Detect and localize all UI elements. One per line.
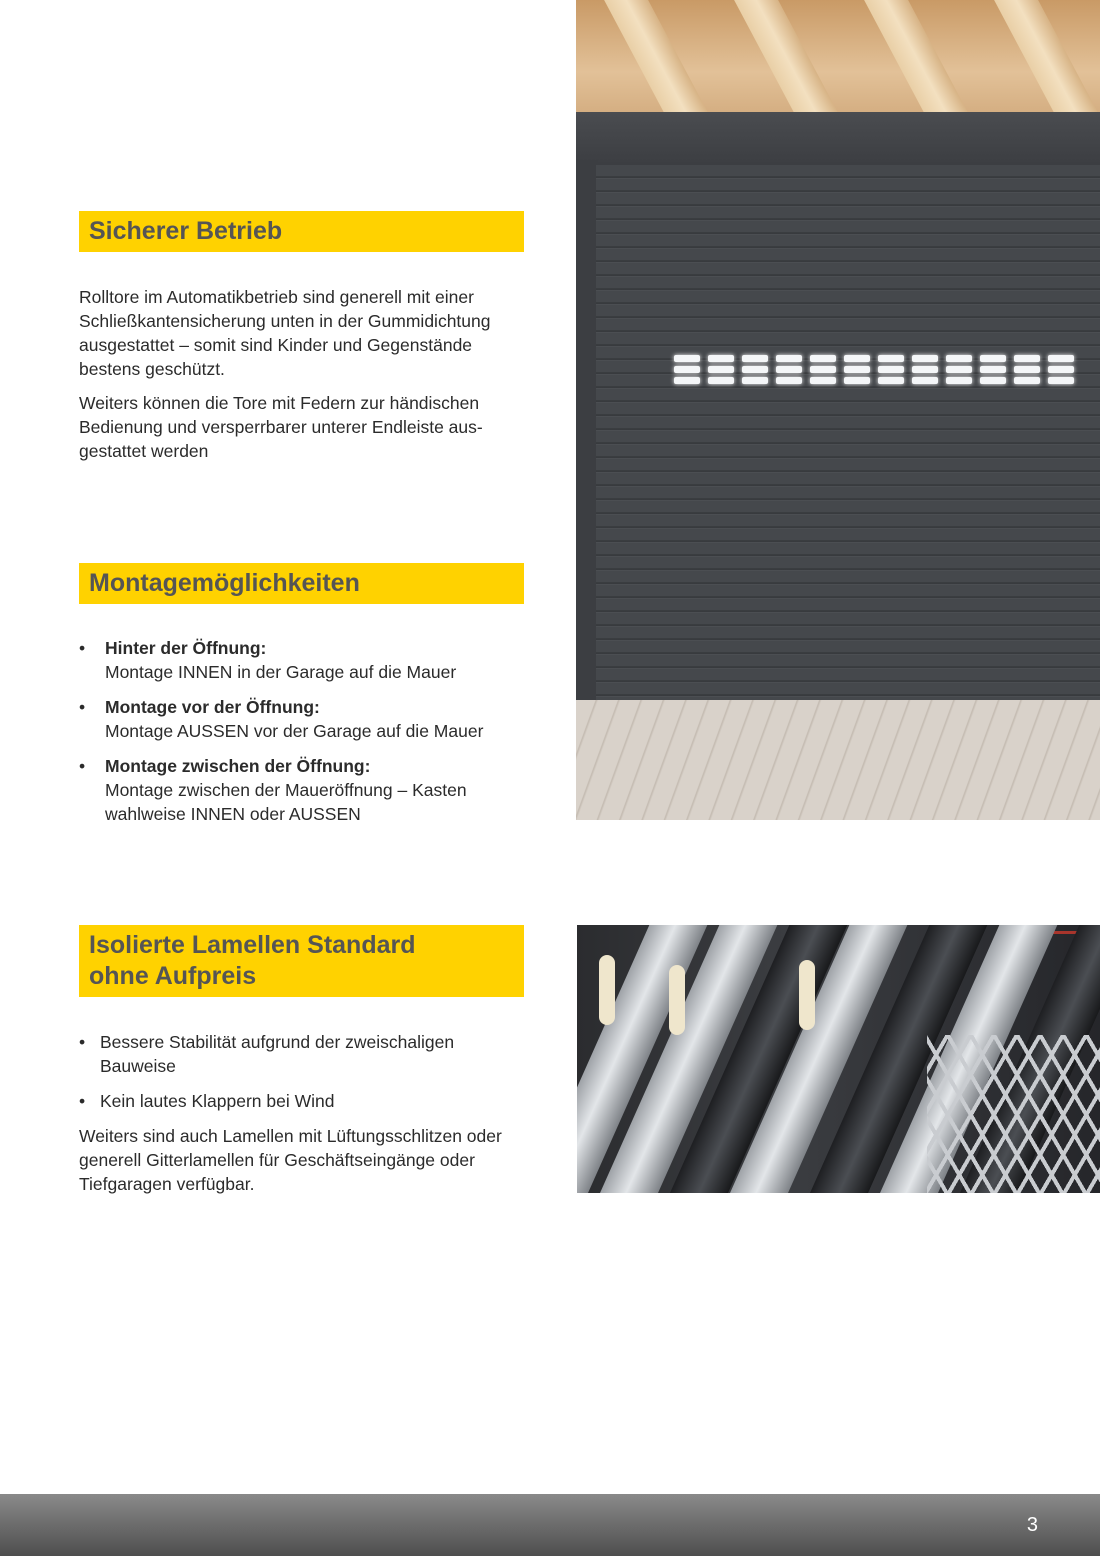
section-2-list: [79, 636, 524, 837]
list-item-title: • Hinter der Öffnung:: [105, 638, 267, 658]
list-item-text: Montage zwischen der Maueröffnung – Kasten wahlweise INNEN oder AUSSEN: [105, 780, 467, 824]
roller-door: [596, 165, 1100, 725]
grille-slat: [927, 1035, 1100, 1193]
paved-floor: [576, 700, 1100, 820]
list-item-title: • Montage vor der Öffnung:: [105, 697, 320, 717]
section-1-text: [79, 285, 524, 473]
door-lintel: [576, 112, 1100, 172]
list-item: • Bessere Stabilität aufgrund der zweischaligen Bauweise: [79, 1030, 524, 1078]
list-item: [79, 636, 524, 684]
page-number: 3: [1026, 1514, 1038, 1536]
wooden-ceiling: [576, 0, 1100, 120]
heading-line: ohne Aufpreis: [89, 962, 257, 990]
section-3-text: [79, 1030, 524, 1196]
paragraph: Rolltore im Automatikbetrieb sind generell mit einer Schließkantensicherung unten in der Gummidichtung ausgestattet – somit sind Kinder und Gegenstände bestens geschützt.: [79, 287, 491, 379]
list-item-title: • Montage zwischen der Öffnung:: [105, 756, 371, 776]
list-item: • Kein lautes Klappern bei Wind: [79, 1089, 524, 1113]
heading-isolierte-lamellen: [79, 925, 524, 997]
vent-slots: [674, 355, 1074, 384]
list-item: [79, 754, 524, 826]
heading-montagemoeglichkeiten: Montagemöglichkeiten: [79, 563, 524, 604]
paragraph: Weiters sind auch Lamellen mit Lüftungsschlitzen oder generell Gitterlamellen für Geschäftseingänge oder Tiefgaragen verfügbar.: [79, 1126, 502, 1194]
garage-door-photo: [576, 0, 1100, 820]
footer-bar: [0, 1494, 1100, 1556]
list-item-text: Montage AUSSEN vor der Garage auf die Mauer: [105, 721, 484, 741]
slats-photo: [577, 925, 1100, 1193]
paragraph: Weiters können die Tore mit Federn zur händischen Bedienung und versperrbarer unterer Endleiste aus-gestattet werden: [79, 393, 483, 461]
heading-sicherer-betrieb: Sicherer Betrieb: [79, 211, 524, 252]
list-item-text: Montage INNEN in der Garage auf die Mauer: [105, 662, 457, 682]
heading-line: Isolierte Lamellen Standard: [89, 931, 416, 959]
list-item: [79, 695, 524, 743]
